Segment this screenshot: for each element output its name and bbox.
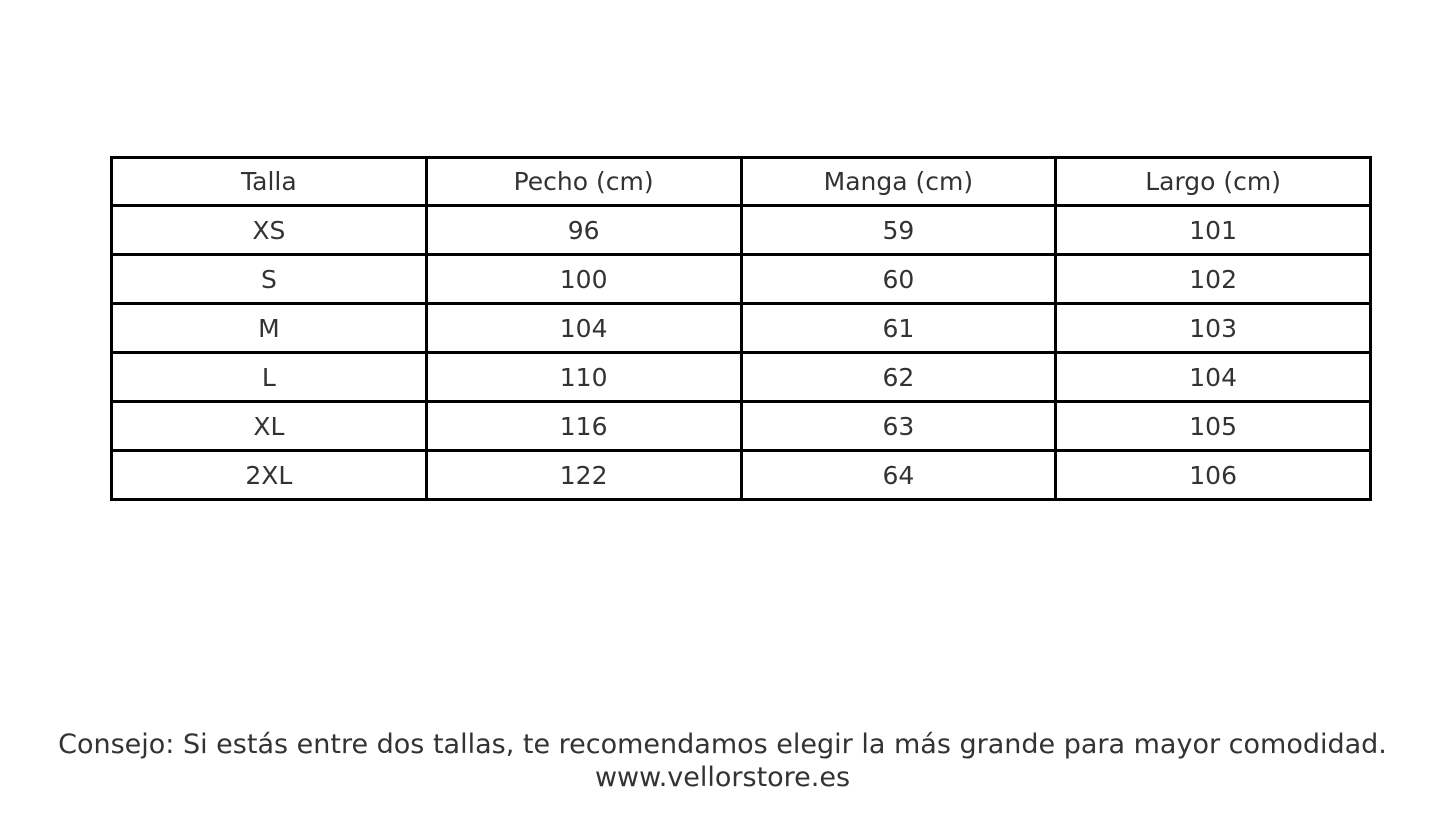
- size-chart-body: [112, 206, 1371, 500]
- table-row: [112, 255, 1371, 304]
- table-cell: 62: [741, 353, 1056, 402]
- table-cell: 96: [426, 206, 741, 255]
- table-cell: 59: [741, 206, 1056, 255]
- footer: [0, 728, 1445, 794]
- column-header-largo: Largo (cm): [1056, 158, 1371, 206]
- header-row: [112, 158, 1371, 206]
- size-chart-header: [112, 158, 1371, 206]
- table-row: [112, 402, 1371, 451]
- table-cell: M: [112, 304, 427, 353]
- column-header-talla: Talla: [112, 158, 427, 206]
- table-cell: XL: [112, 402, 427, 451]
- size-tip-text: Consejo: Si estás entre dos tallas, te recomendamos elegir la más grande para mayor comodidad.: [58, 729, 1387, 760]
- table-cell: 2XL: [112, 451, 427, 500]
- column-header-manga: Manga (cm): [741, 158, 1056, 206]
- table-cell: 106: [1056, 451, 1371, 500]
- size-chart-table: [110, 156, 1372, 501]
- table-cell: 116: [426, 402, 741, 451]
- table-cell: 104: [1056, 353, 1371, 402]
- table-cell: 60: [741, 255, 1056, 304]
- table-cell: L: [112, 353, 427, 402]
- table-cell: XS: [112, 206, 427, 255]
- table-cell: 103: [1056, 304, 1371, 353]
- table-cell: 122: [426, 451, 741, 500]
- table-row: [112, 353, 1371, 402]
- table-cell: 61: [741, 304, 1056, 353]
- table-row: [112, 451, 1371, 500]
- table-cell: 100: [426, 255, 741, 304]
- column-header-pecho: Pecho (cm): [426, 158, 741, 206]
- table-row: [112, 206, 1371, 255]
- table-cell: 102: [1056, 255, 1371, 304]
- table-cell: 64: [741, 451, 1056, 500]
- table-row: [112, 304, 1371, 353]
- table-cell: 63: [741, 402, 1056, 451]
- table-cell: S: [112, 255, 427, 304]
- table-cell: 104: [426, 304, 741, 353]
- table-cell: 105: [1056, 402, 1371, 451]
- table-cell: 110: [426, 353, 741, 402]
- table-cell: 101: [1056, 206, 1371, 255]
- website-url: www.vellorstore.es: [594, 762, 851, 793]
